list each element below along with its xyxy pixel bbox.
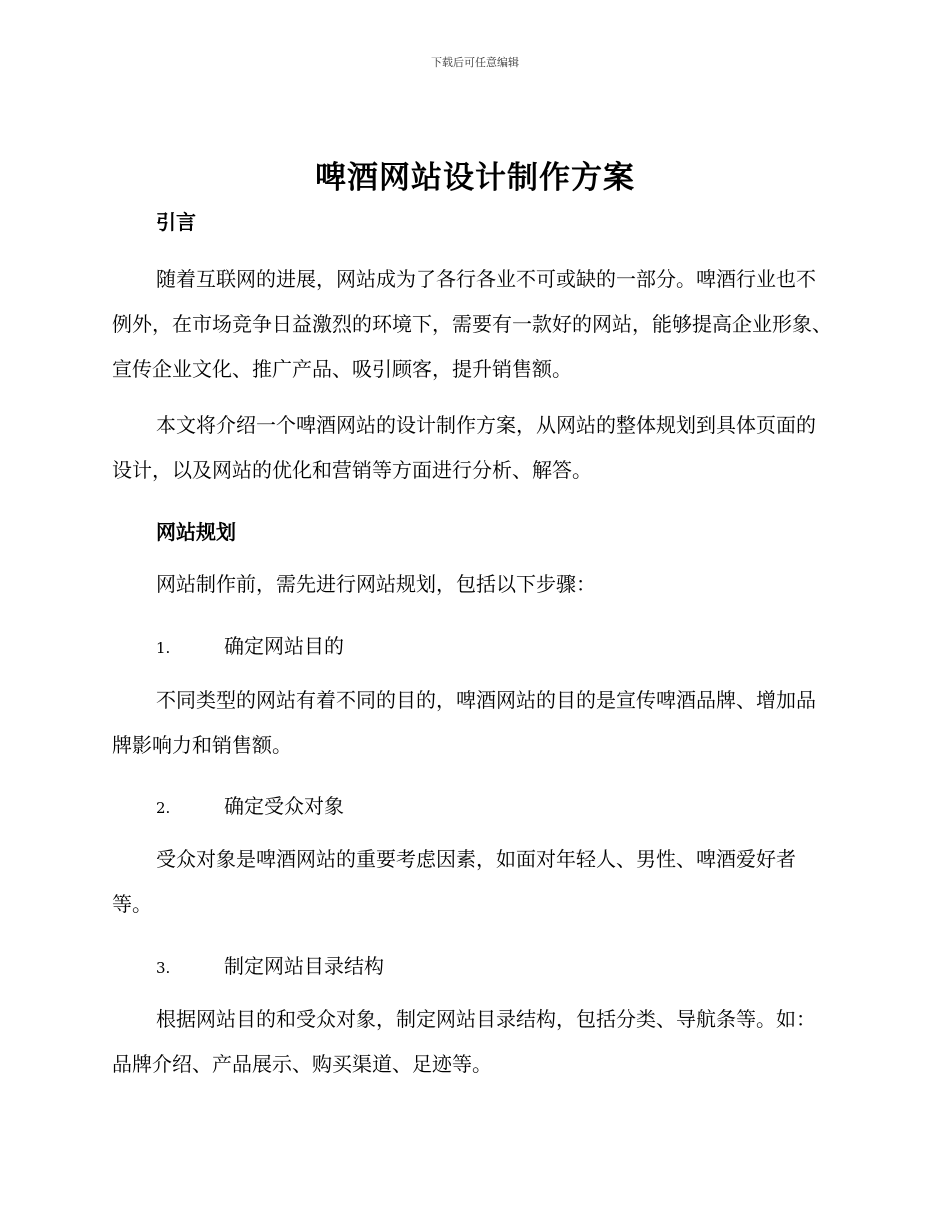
step-2-item (156, 790, 836, 819)
step-3-number: 3. (156, 959, 171, 977)
step-3-body: 根据网站目的和受众对象，制定网站目录结构，包括分类、导航条等。如：品牌介绍、产品展示、购买渠道、足迹等。 (112, 1007, 816, 1076)
intro-paragraph-1: 随着互联网的进展，网站成为了各行各业不可或缺的一部分。啤酒行业也不例外，在市场竞争日益激烈的环境下，需要有一款好的网站，能够提高企业形象、宣传企业文化、推广产品、吸引顾客，提升销售额。 (112, 267, 832, 381)
intro-heading: 引言 (156, 210, 196, 234)
step-3-item (156, 950, 836, 979)
step-1-number: 1. (156, 639, 171, 657)
step-2-number: 2. (156, 799, 171, 817)
planning-lead-paragraph: 网站制作前，需先进行网站规划，包括以下步骤： (156, 572, 596, 596)
step-1-item (156, 630, 836, 659)
step-1-title: 确定网站目的 (224, 634, 344, 658)
planning-heading: 网站规划 (156, 520, 236, 544)
header-note: 下载后可任意编辑 (431, 56, 519, 69)
step-3-title: 制定网站目录结构 (224, 954, 384, 978)
intro-paragraph-2: 本文将介绍一个啤酒网站的设计制作方案，从网站的整体规划到具体页面的设计，以及网站的优化和营销等方面进行分析、解答。 (112, 413, 816, 482)
step-2-title: 确定受众对象 (224, 794, 344, 818)
step-2-body: 受众对象是啤酒网站的重要考虑因素，如面对年轻人、男性、啤酒爱好者等。 (112, 847, 796, 916)
document-title: 啤酒网站设计制作方案 (315, 160, 635, 196)
step-1-body: 不同类型的网站有着不同的目的，啤酒网站的目的是宣传啤酒品牌、增加品牌影响力和销售额。 (112, 688, 816, 757)
